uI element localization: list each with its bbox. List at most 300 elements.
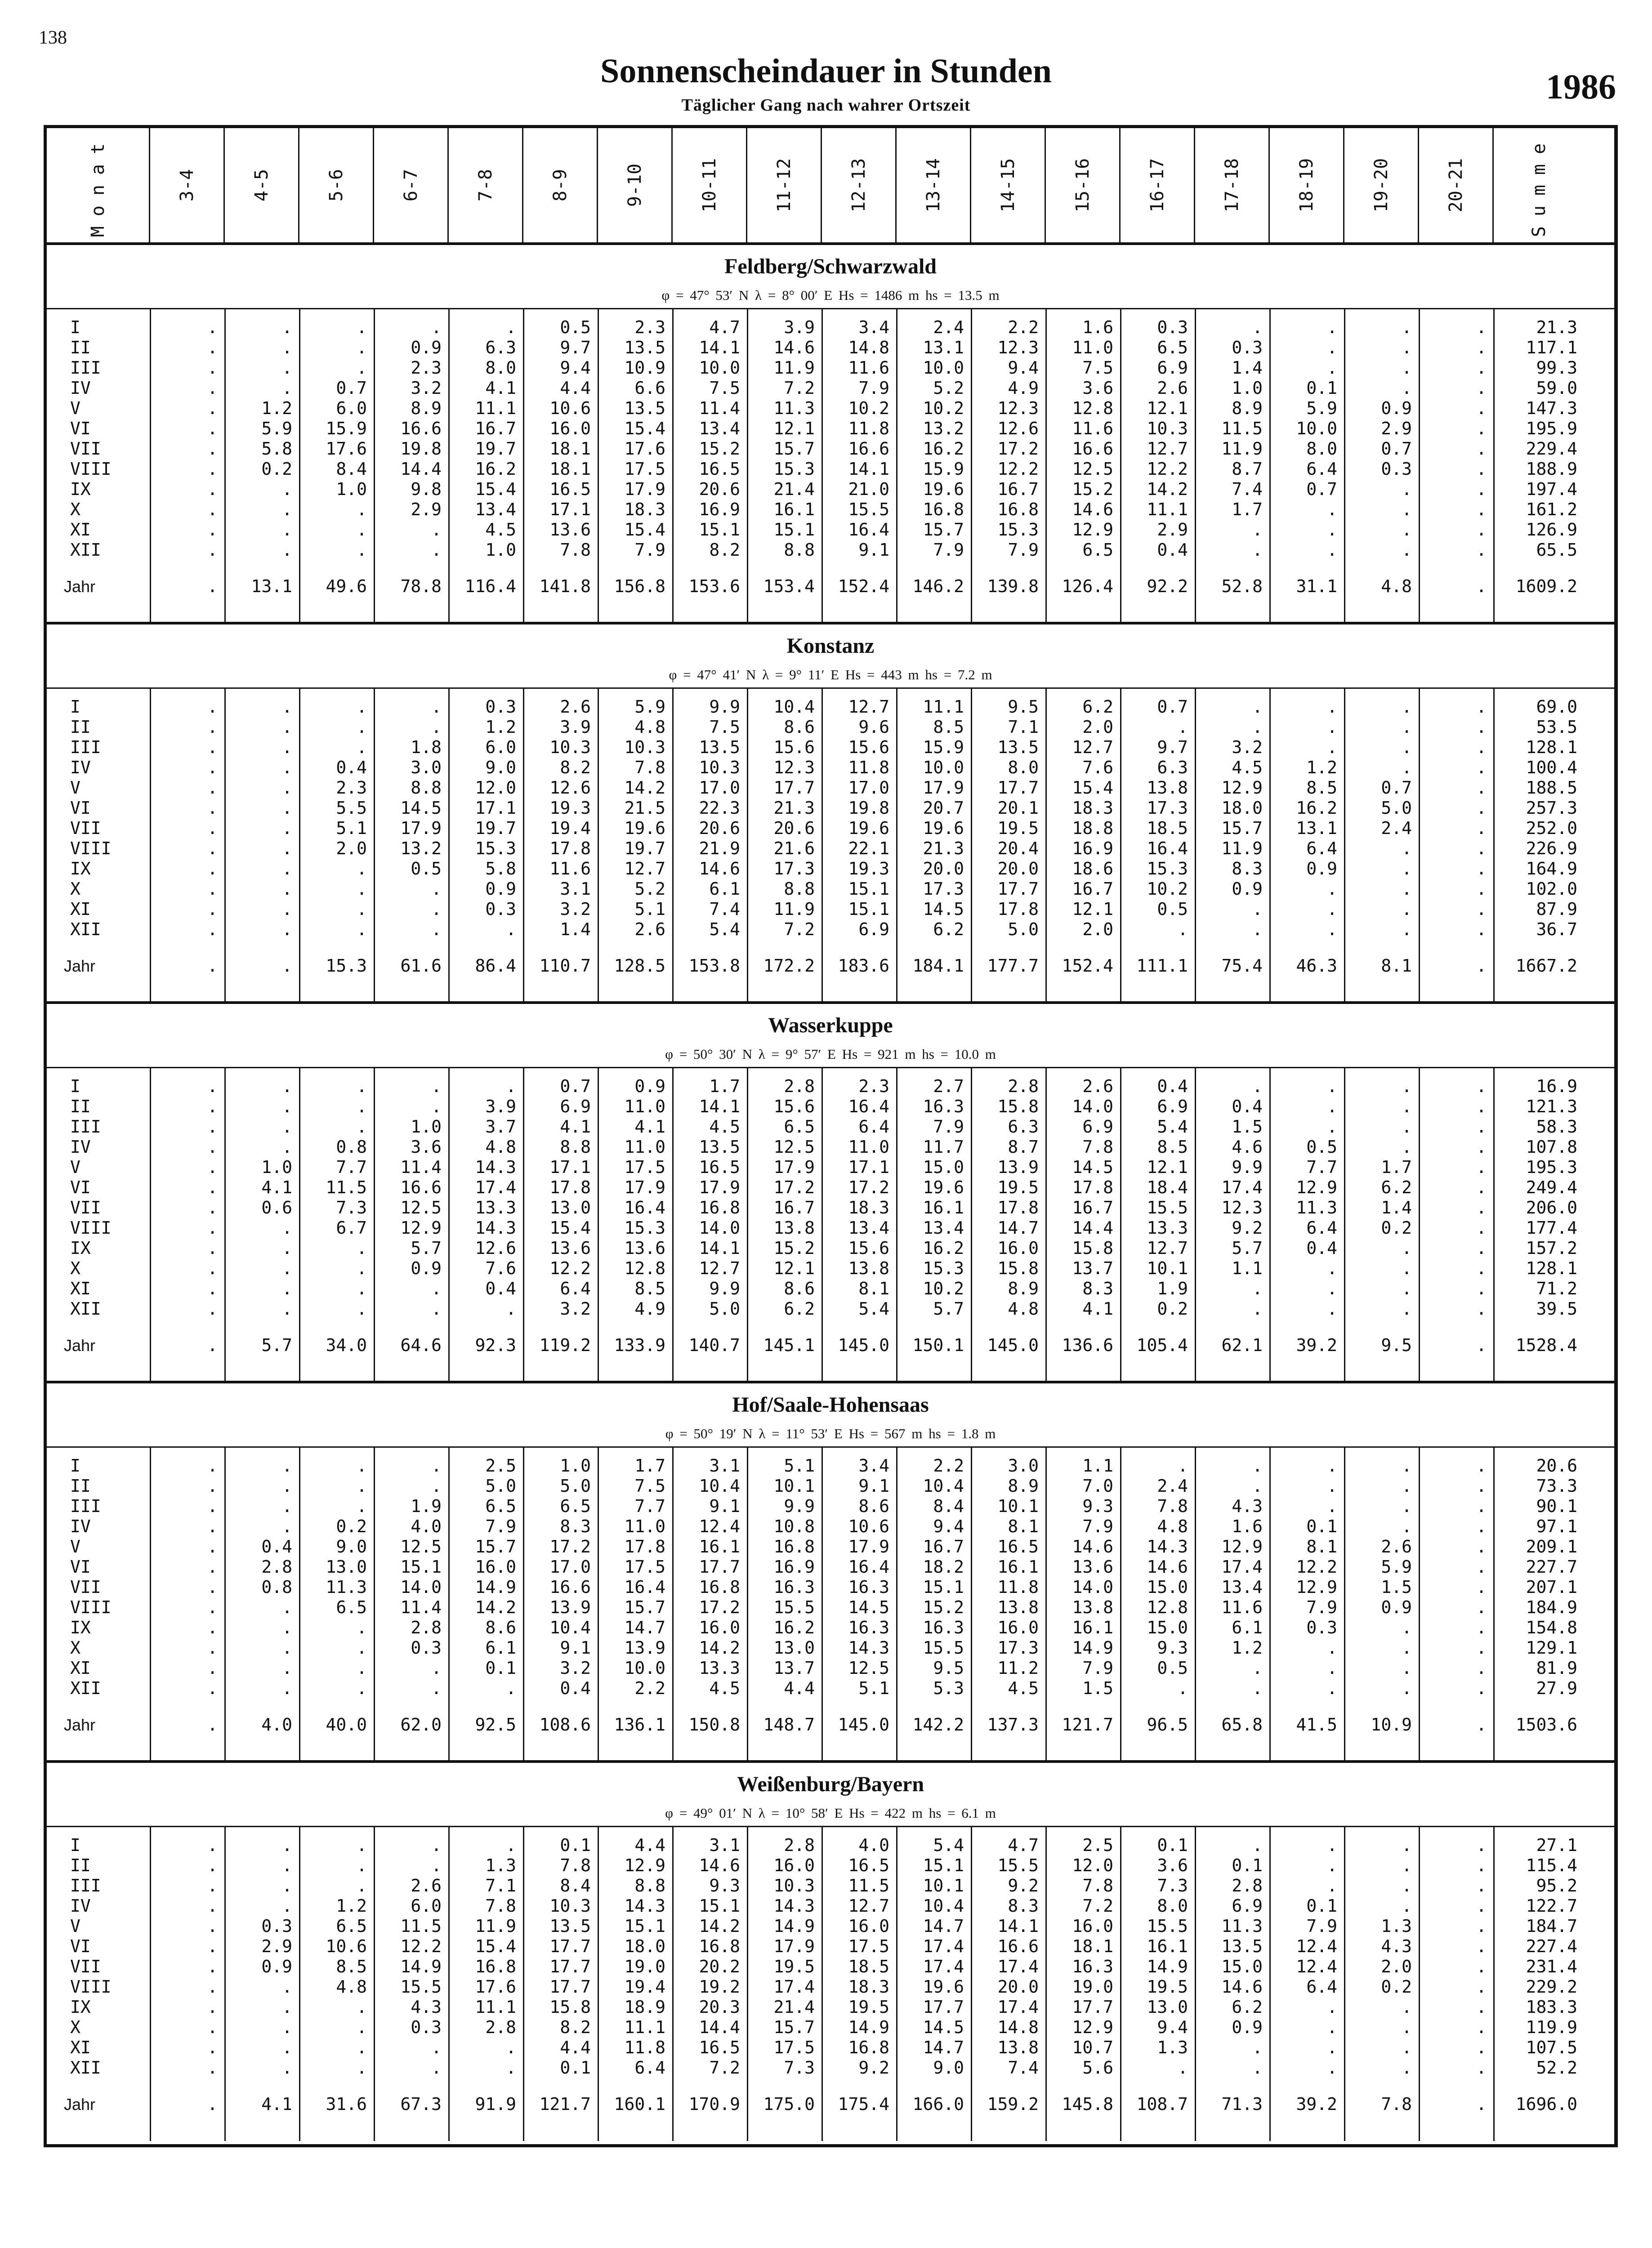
hour-cell: . (357, 1076, 367, 1096)
hour-cell: 18.9 (624, 1997, 665, 2017)
table-row (47, 1618, 1614, 1638)
hour-cell: . (1327, 1876, 1337, 1896)
sum-cell: 229.2 (1526, 1977, 1577, 1997)
header-label: Monat (87, 133, 108, 237)
hour-cell: . (1476, 338, 1487, 357)
hour-cell: 11.0 (1072, 338, 1113, 357)
month-rows (47, 697, 1614, 976)
month-label: X (70, 1258, 80, 1278)
hour-cell: 21.6 (773, 839, 815, 858)
hour-cell: 16.3 (773, 1577, 815, 1597)
hour-cell: 12.3 (997, 398, 1039, 418)
hour-cell: 14.2 (1147, 479, 1188, 499)
hour-cell: 20.3 (699, 1997, 740, 2017)
hour-cell: . (207, 1658, 218, 1678)
sum-cell: 90.1 (1536, 1496, 1577, 1516)
hour-cell: 10.1 (773, 1476, 815, 1496)
table-row (47, 839, 1614, 859)
table-row (47, 1577, 1614, 1597)
hour-cell: 12.4 (1296, 1936, 1337, 1956)
hour-cell: 3.0 (1008, 1456, 1039, 1476)
station-coordinates: φ = 49° 01′ N λ = 10° 58′ E Hs = 422 m hs = 6.1 m (665, 1805, 996, 1821)
hour-cell: . (357, 2017, 367, 2037)
hour-cell: 4.8 (1008, 1299, 1039, 1319)
hour-cell: 14.5 (1072, 1157, 1113, 1177)
station-section (47, 242, 1614, 622)
hour-cell: 6.9 (560, 1097, 591, 1116)
hour-cell: 1.4 (560, 919, 591, 939)
hour-cell: 7.3 (784, 2058, 815, 2078)
month-label: II (70, 1476, 91, 1496)
hour-cell: 18.1 (549, 439, 591, 459)
hour-cell: 17.9 (773, 1936, 815, 1956)
hour-cell: 17.6 (624, 439, 665, 459)
hour-cell: . (357, 1476, 367, 1496)
hour-cell: 2.8 (1232, 1876, 1263, 1896)
station-section (47, 622, 1614, 1001)
hour-cell: 14.2 (475, 1597, 516, 1617)
sum-cell: 128.1 (1526, 1258, 1577, 1278)
year-hour-cell: 146.2 (912, 576, 964, 596)
header-label: 11-12 (773, 158, 795, 213)
hour-cell: 16.7 (923, 1537, 964, 1557)
hour-cell: . (1476, 879, 1487, 899)
hour-cell: 7.8 (560, 1855, 591, 1875)
hour-cell: . (282, 697, 292, 717)
hour-cell: . (506, 1076, 516, 1096)
year-hour-cell: 153.8 (688, 956, 740, 976)
year-hour-cell: 116.4 (464, 576, 516, 596)
hour-cell: . (1476, 1876, 1487, 1896)
hour-cell: 18.8 (1072, 818, 1113, 838)
hour-cell: . (207, 1476, 218, 1496)
hour-cell: . (1476, 479, 1487, 499)
year-sum-cell: 1503.6 (1515, 1715, 1577, 1735)
header-label: 9-10 (624, 163, 645, 207)
year-hour-cell: . (1476, 956, 1487, 976)
hour-cell: . (1252, 1299, 1263, 1319)
hour-cell: 15.7 (773, 439, 815, 459)
hour-cell: . (207, 818, 218, 838)
hour-cell: 1.3 (1157, 2038, 1188, 2057)
hour-cell: 0.1 (560, 1835, 591, 1855)
hour-cell: 16.7 (997, 479, 1039, 499)
month-label: VI (70, 1557, 91, 1577)
hour-cell: . (1327, 2038, 1337, 2057)
hour-cell: 0.4 (560, 1678, 591, 1698)
year-hour-cell: 145.0 (838, 1335, 889, 1355)
month-rows (47, 1456, 1614, 1735)
year-hour-cell: 64.6 (400, 1335, 442, 1355)
header-sum (1494, 128, 1585, 242)
hour-cell: . (1402, 1855, 1412, 1875)
header-hour (299, 128, 374, 242)
sum-cell: 36.7 (1536, 919, 1577, 939)
hour-cell: 6.4 (1306, 1977, 1337, 1997)
sum-cell: 249.4 (1526, 1178, 1577, 1197)
hour-cell: 6.2 (1082, 697, 1113, 717)
table-row (47, 1896, 1614, 1916)
hour-cell: 6.1 (709, 879, 740, 899)
hour-cell: 5.4 (933, 1835, 964, 1855)
month-label: III (70, 1496, 101, 1516)
hour-cell: 16.6 (848, 439, 889, 459)
hour-cell: . (207, 1076, 218, 1096)
hour-cell: . (282, 520, 292, 540)
hour-cell: 19.6 (624, 818, 665, 838)
hour-cell: 16.8 (699, 1936, 740, 1956)
month-label: XII (70, 1678, 101, 1698)
hour-cell: 15.6 (773, 737, 815, 757)
year-hour-cell: 153.6 (688, 576, 740, 596)
hour-cell: 2.0 (1381, 1957, 1412, 1976)
hour-cell: 15.4 (475, 1936, 516, 1956)
hour-cell: . (207, 1557, 218, 1577)
hour-cell: 16.3 (923, 1618, 964, 1637)
month-label: IX (70, 859, 91, 879)
hour-cell: 2.8 (485, 2017, 516, 2037)
hour-cell: . (1476, 1496, 1487, 1516)
year-hour-cell: 145.0 (838, 1715, 889, 1735)
hour-cell: 8.7 (1008, 1137, 1039, 1157)
hour-cell: 7.5 (634, 1476, 665, 1496)
hour-cell: 14.0 (400, 1577, 442, 1597)
table-row (47, 1238, 1614, 1258)
hour-cell: 12.3 (1221, 1198, 1263, 1218)
hour-cell: 5.4 (858, 1299, 889, 1319)
hour-cell: 0.5 (1157, 1658, 1188, 1678)
hour-cell: 17.8 (997, 1198, 1039, 1218)
sum-cell: 99.3 (1536, 358, 1577, 378)
hour-cell: 12.1 (773, 1258, 815, 1278)
hour-cell: 12.7 (1147, 1238, 1188, 1258)
hour-cell: . (431, 697, 442, 717)
hour-cell: 9.1 (709, 1496, 740, 1516)
hour-cell: 16.8 (773, 1537, 815, 1557)
hour-cell: 14.9 (848, 2017, 889, 2037)
hour-cell: 4.0 (411, 1517, 442, 1536)
month-rows (47, 1076, 1614, 1356)
hour-cell: 11.5 (1221, 419, 1263, 438)
hour-cell: . (506, 2038, 516, 2057)
hour-cell: 3.9 (485, 1097, 516, 1116)
sum-cell: 122.7 (1526, 1896, 1577, 1916)
hour-cell: 7.5 (1082, 358, 1113, 378)
hour-cell: . (1327, 1855, 1337, 1875)
hour-cell: 14.3 (848, 1638, 889, 1658)
sum-cell: 252.0 (1526, 818, 1577, 838)
hour-cell: 14.9 (475, 1577, 516, 1597)
hour-cell: . (1476, 1218, 1487, 1238)
hour-cell: 15.0 (1147, 1577, 1188, 1597)
hour-cell: 15.8 (997, 1097, 1039, 1116)
table-row (47, 2017, 1614, 2038)
hour-cell: 0.7 (1381, 439, 1412, 459)
table-row (47, 1456, 1614, 1476)
hour-cell: . (1476, 1537, 1487, 1557)
hour-cell: 1.5 (1082, 1678, 1113, 1698)
hour-cell: . (282, 1638, 292, 1658)
hour-cell: . (1402, 1638, 1412, 1658)
hour-cell: 2.2 (634, 1678, 665, 1698)
year-hour-cell: 108.7 (1136, 2094, 1188, 2114)
table-row (47, 1997, 1614, 2017)
year-hour-cell: . (282, 956, 292, 976)
hour-cell: 8.9 (411, 398, 442, 418)
hour-cell: . (282, 1496, 292, 1516)
hour-cell: 6.6 (634, 378, 665, 398)
hour-cell: 6.4 (560, 1279, 591, 1298)
hour-cell: 7.4 (709, 899, 740, 919)
hour-cell: 1.6 (1082, 317, 1113, 337)
hour-cell: 14.8 (848, 338, 889, 357)
hour-cell: 8.1 (1008, 1517, 1039, 1536)
table-row (47, 1137, 1614, 1157)
hour-cell: 8.5 (634, 1279, 665, 1298)
hour-cell: 21.3 (923, 839, 964, 858)
hour-cell: . (1476, 1957, 1487, 1976)
hour-cell: 10.4 (699, 1476, 740, 1496)
hour-cell: 10.7 (1072, 2038, 1113, 2057)
month-label: VII (70, 439, 101, 459)
month-label: VI (70, 419, 91, 438)
hour-cell: 11.9 (773, 899, 815, 919)
year-hour-cell: 4.8 (1381, 576, 1412, 596)
hour-cell: 15.1 (699, 1896, 740, 1916)
hour-cell: 2.6 (411, 1876, 442, 1896)
hour-cell: . (207, 1957, 218, 1976)
sum-cell: 207.1 (1526, 1577, 1577, 1597)
hour-cell: 6.5 (336, 1916, 367, 1936)
hour-cell: 14.7 (997, 1218, 1039, 1238)
hour-cell: 5.1 (858, 1678, 889, 1698)
hour-cell: 15.9 (923, 459, 964, 479)
station-name: Hof/Saale-Hohensaas (732, 1393, 929, 1417)
month-label: VII (70, 1577, 101, 1597)
year-hour-cell: 78.8 (400, 576, 442, 596)
hour-cell: 0.3 (1306, 1618, 1337, 1637)
month-label: VII (70, 1198, 101, 1218)
hour-cell: 7.5 (709, 378, 740, 398)
table-row (47, 818, 1614, 839)
hour-cell: . (431, 899, 442, 919)
hour-cell: . (282, 1517, 292, 1536)
hour-cell: . (1327, 1456, 1337, 1476)
hour-cell: . (431, 520, 442, 540)
hour-cell: 0.8 (261, 1577, 292, 1597)
hour-cell: . (357, 540, 367, 560)
hour-cell: . (207, 1517, 218, 1536)
hour-cell: 18.0 (624, 1936, 665, 1956)
hour-cell: 1.0 (336, 479, 367, 499)
hour-cell: 0.3 (485, 899, 516, 919)
hour-cell: 13.8 (848, 1258, 889, 1278)
header-label: 19-20 (1371, 158, 1392, 213)
hour-cell: 15.8 (997, 1258, 1039, 1278)
hour-cell: 16.4 (848, 520, 889, 540)
hour-cell: 0.6 (261, 1198, 292, 1218)
hour-cell: 6.9 (1082, 1117, 1113, 1137)
station-coordinates: φ = 47° 53′ N λ = 8° 00′ E Hs = 1486 m hs = 13.5 m (661, 287, 1000, 303)
hour-cell: 14.1 (848, 459, 889, 479)
hour-cell: 0.5 (560, 317, 591, 337)
hour-cell: 17.1 (848, 1157, 889, 1177)
month-label: X (70, 1638, 80, 1658)
hour-cell: . (506, 1678, 516, 1698)
hour-cell: 14.0 (1072, 1097, 1113, 1116)
hour-cell: 16.8 (923, 500, 964, 519)
hour-cell: . (207, 1638, 218, 1658)
header-hour (1121, 128, 1195, 242)
hour-cell: 6.5 (1082, 540, 1113, 560)
hour-cell: 6.3 (485, 338, 516, 357)
hour-cell: 20.4 (997, 839, 1039, 858)
header-label: 20-21 (1445, 158, 1466, 213)
hour-cell: . (1476, 1279, 1487, 1298)
hour-cell: 11.4 (699, 398, 740, 418)
hour-cell: . (282, 500, 292, 519)
hour-cell: 17.2 (848, 1178, 889, 1197)
hour-cell: 17.9 (848, 1537, 889, 1557)
hour-cell: . (1252, 1658, 1263, 1678)
hour-cell: 10.0 (923, 758, 964, 777)
hour-cell: 16.9 (1072, 839, 1113, 858)
hour-cell: 14.5 (923, 899, 964, 919)
hour-cell: 1.3 (1381, 1916, 1412, 1936)
hour-cell: 15.1 (848, 879, 889, 899)
hour-cell: 1.7 (1232, 500, 1263, 519)
hour-cell: 16.7 (475, 419, 516, 438)
hour-cell: 13.6 (1072, 1557, 1113, 1577)
hour-cell: 2.0 (336, 839, 367, 858)
hour-cell: 5.0 (1008, 919, 1039, 939)
table-row (47, 1279, 1614, 1299)
hour-cell: 14.9 (773, 1916, 815, 1936)
hour-cell: 5.8 (261, 439, 292, 459)
hour-cell: . (1402, 1997, 1412, 2017)
hour-cell: 11.7 (923, 1137, 964, 1157)
data-grid (47, 1446, 1614, 1762)
hour-cell: . (357, 358, 367, 378)
year-hour-cell: 145.0 (987, 1335, 1039, 1355)
year-hour-cell: 183.6 (838, 956, 889, 976)
hour-cell: 19.5 (997, 818, 1039, 838)
hour-cell: . (1402, 737, 1412, 757)
hour-cell: 8.1 (858, 1279, 889, 1298)
year-hour-cell: 62.1 (1221, 1335, 1263, 1355)
header-hour (1419, 128, 1494, 242)
hour-cell: . (1402, 1456, 1412, 1476)
hour-cell: 7.0 (1082, 1476, 1113, 1496)
month-label: II (70, 338, 91, 357)
hour-cell: 2.8 (784, 1835, 815, 1855)
hour-cell: 10.6 (549, 398, 591, 418)
hour-cell: 19.3 (549, 798, 591, 818)
hour-cell: 0.4 (1306, 1238, 1337, 1258)
hour-cell: 7.6 (1082, 758, 1113, 777)
hour-cell: 17.9 (923, 778, 964, 798)
sum-cell: 117.1 (1526, 338, 1577, 357)
hour-cell: 19.5 (773, 1957, 815, 1976)
hour-cell: 16.8 (848, 2038, 889, 2057)
hour-cell: 14.0 (699, 1218, 740, 1238)
hour-cell: 19.7 (475, 818, 516, 838)
hour-cell: . (431, 1279, 442, 1298)
hour-cell: 2.4 (1381, 818, 1412, 838)
year-hour-cell: 136.1 (614, 1715, 665, 1735)
hour-cell: 7.9 (1306, 1597, 1337, 1617)
hour-cell: . (1252, 899, 1263, 919)
hour-cell: 11.6 (848, 358, 889, 378)
hour-cell: 16.2 (475, 459, 516, 479)
hour-cell: 16.1 (1072, 1618, 1113, 1637)
hour-cell: 17.4 (997, 1997, 1039, 2017)
hour-cell: 12.9 (1296, 1178, 1337, 1197)
hour-cell: 8.4 (336, 459, 367, 479)
hour-cell: 12.8 (1147, 1597, 1188, 1617)
hour-cell: 5.0 (560, 1476, 591, 1496)
hour-cell: . (1402, 919, 1412, 939)
hour-cell: 15.7 (773, 2017, 815, 2037)
hour-cell: 8.0 (1306, 439, 1337, 459)
hour-cell: . (207, 778, 218, 798)
table-row (47, 1476, 1614, 1496)
sum-cell: 184.9 (1526, 1597, 1577, 1617)
hour-cell: 15.1 (848, 899, 889, 919)
hour-cell: 4.1 (1082, 1299, 1113, 1319)
hour-cell: 16.8 (699, 1198, 740, 1218)
hour-cell: . (282, 1997, 292, 2017)
hour-cell: 15.5 (1147, 1198, 1188, 1218)
hour-cell: . (1476, 2058, 1487, 2078)
hour-cell: 15.4 (624, 520, 665, 540)
hour-cell: . (1476, 1198, 1487, 1218)
sum-cell: 73.3 (1536, 1476, 1577, 1496)
year-hour-cell: 31.6 (326, 2094, 367, 2114)
hour-cell: 16.0 (549, 419, 591, 438)
hour-cell: 17.5 (624, 459, 665, 479)
hour-cell: 11.0 (624, 1517, 665, 1536)
hour-cell: . (207, 859, 218, 879)
header-label: 4-5 (251, 169, 272, 202)
hour-cell: . (357, 520, 367, 540)
table-row (47, 2058, 1614, 2078)
hour-cell: 20.1 (997, 798, 1039, 818)
hour-cell: 4.0 (858, 1835, 889, 1855)
hour-cell: 17.9 (624, 479, 665, 499)
hour-cell: 11.9 (1221, 839, 1263, 858)
month-label: IX (70, 1997, 91, 2017)
hour-cell: 7.7 (1306, 1157, 1337, 1177)
hour-cell: 0.3 (1381, 459, 1412, 479)
hour-cell: 19.8 (400, 439, 442, 459)
station-section (47, 1381, 1614, 1760)
hour-cell: . (1476, 2017, 1487, 2037)
hour-cell: . (357, 1097, 367, 1116)
hour-cell: . (207, 1618, 218, 1637)
hour-cell: . (1476, 859, 1487, 879)
hour-cell: 4.5 (709, 1678, 740, 1698)
month-label: III (70, 358, 101, 378)
hour-cell: 6.2 (784, 1299, 815, 1319)
hour-cell: 4.8 (336, 1977, 367, 1997)
hour-cell: 20.6 (699, 818, 740, 838)
hour-cell: . (282, 879, 292, 899)
hour-cell: 8.3 (1232, 859, 1263, 879)
hour-cell: 15.5 (848, 500, 889, 519)
hour-cell: 4.6 (1232, 1137, 1263, 1157)
hour-cell: . (1252, 919, 1263, 939)
